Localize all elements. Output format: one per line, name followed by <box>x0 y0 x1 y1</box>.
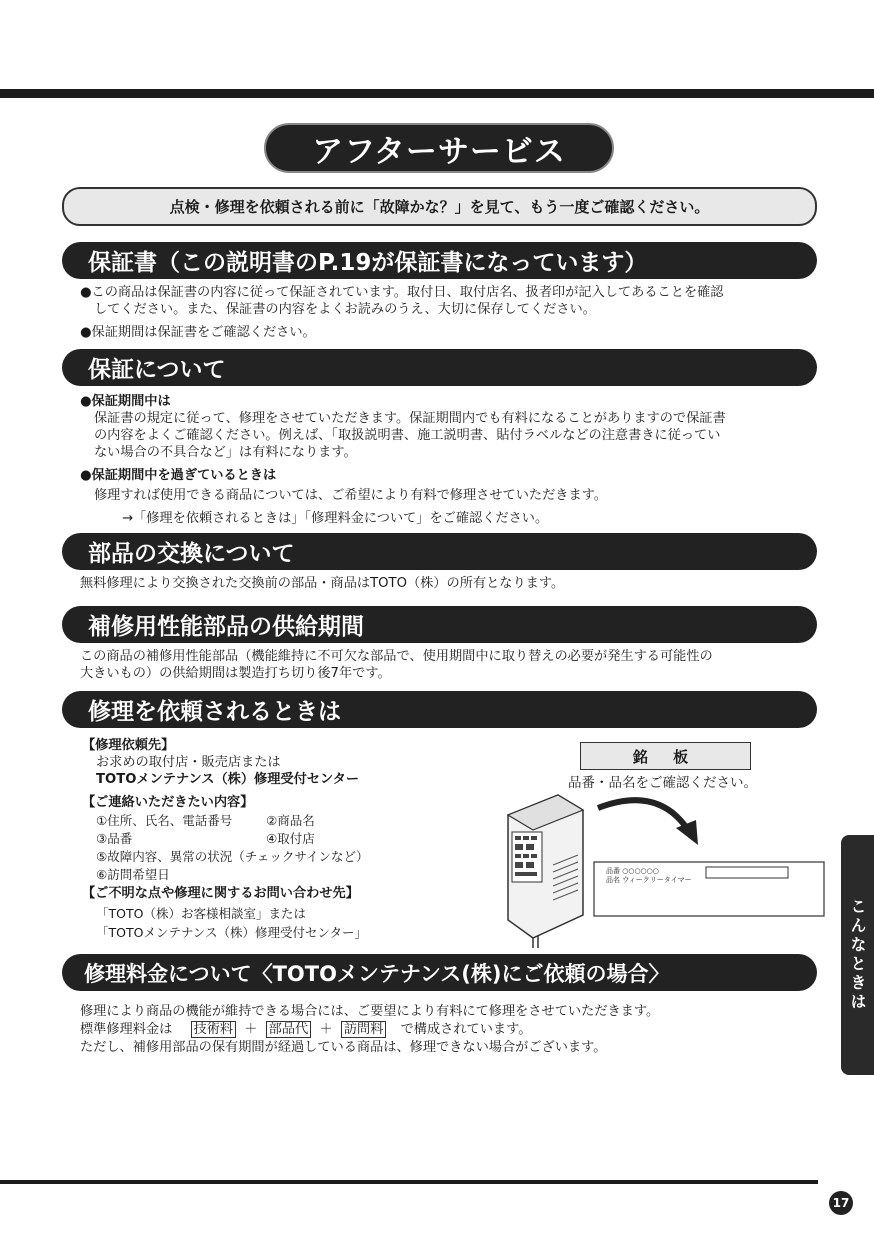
repair-request-heading: 【ご連絡いただきたい内容】 <box>82 795 254 810</box>
repair-request-line: お求めの取付店・販売店または <box>96 755 281 770</box>
fee-prefix: 標準修理料金は <box>80 1022 173 1037</box>
section-heading-repair-fee: 修理料金について〈TOTOメンテナンス(株)にご依頼の場合〉 <box>62 954 817 991</box>
inquiry-line: 「TOTOメンテナンス（株）修理受付センター」 <box>96 925 367 940</box>
label-part-number: 品番 ○○○○○○ <box>606 867 659 875</box>
section-heading-warranty: 保証について <box>62 349 817 386</box>
nameplate-caption: 品番・品名をご確認ください。 <box>568 775 757 791</box>
warranty-card-line: ●保証期間は保証書をご確認ください。 <box>80 325 316 340</box>
contact-item: ⑥訪問希望日 <box>96 867 170 882</box>
fee-plus: ＋ <box>319 1022 333 1037</box>
warranty-card-line: してください。また、保証書の内容をよくお読みのうえ、大切に保存してください。 <box>94 302 596 317</box>
fee-plus: ＋ <box>244 1022 258 1037</box>
nameplate-title: 銘 板 <box>580 742 751 770</box>
contact-item: ①住所、氏名、電話番号 <box>96 813 233 828</box>
contact-item: ⑤故障内容、異常の状況（チェックサインなど） <box>96 849 369 864</box>
section-heading-repair-request: 修理を依頼されるときは <box>62 691 817 728</box>
parts-supply-line: 大きいもの）の供給期間は製造打ち切り後7年です。 <box>80 666 391 681</box>
section-heading-parts-exchange: 部品の交換について <box>62 533 817 570</box>
fee-suffix: で構成されています。 <box>400 1022 532 1037</box>
warranty-subheading: ●保証期間中を過ぎているときは <box>80 468 277 483</box>
page-number: 17 <box>829 1191 853 1215</box>
warranty-arrow-line: →「修理を依頼されるときは」「修理料金について」をご確認ください。 <box>122 511 549 526</box>
contact-item: ④取付店 <box>266 831 315 846</box>
repair-fee-line-2 <box>80 1021 531 1038</box>
warranty-line: ない場合の不具合など」は有料になります。 <box>94 445 357 460</box>
side-tab: こんなときは <box>841 835 874 1075</box>
fee-parts: 部品代 <box>266 1021 312 1038</box>
label-product-name: 品名 ウィークリータイマー <box>606 876 692 884</box>
contact-item: ②商品名 <box>266 813 315 828</box>
fee-visit: 訪問料 <box>341 1021 387 1038</box>
page-title: アフターサービス <box>264 123 614 173</box>
section-heading-warranty-card: 保証書（この説明書のP.19が保証書になっています） <box>62 242 817 279</box>
repair-request-heading: 【ご不明な点や修理に関するお問い合わせ先】 <box>82 886 359 901</box>
parts-supply-line: この商品の補修用性能部品（機能維持に不可欠な部品で、使用期間中に取り替えの必要が発生する可能性の <box>80 649 713 664</box>
warranty-line: 保証書の規定に従って、修理をさせていただきます。保証期間内でも有料になることがありますので保証書 <box>94 411 726 426</box>
contact-item: ③品番 <box>96 831 133 846</box>
section-heading-parts-supply: 補修用性能部品の供給期間 <box>62 606 817 643</box>
repair-request-line: TOTOメンテナンス（株）修理受付センター <box>96 772 360 787</box>
bottom-rule <box>0 1180 818 1184</box>
timer-device-illustration <box>498 790 828 950</box>
warranty-card-line: ●この商品は保証書の内容に従って保証されています。取付日、取付店名、扱者印が記入してあることを確認 <box>80 285 724 300</box>
repair-fee-line: ただし、補修用部品の保有期間が経過している商品は、修理できない場合がございます。 <box>80 1040 607 1055</box>
top-rule <box>0 89 874 98</box>
inquiry-line: 「TOTO（株）お客様相談室」または <box>96 906 306 921</box>
notice-banner: 点検・修理を依頼される前に「故障かな？」を見て、もう一度ご確認ください。 <box>62 187 817 226</box>
warranty-line: の内容をよくご確認ください。例えば、「取扱説明書、施工説明書、貼付ラベルなどの注意書きに従ってい <box>94 428 721 443</box>
fee-technical: 技術料 <box>191 1021 237 1038</box>
parts-exchange-text: 無料修理により交換された交換前の部品・商品はTOTO（株）の所有となります。 <box>80 576 565 591</box>
repair-request-heading: 【修理依頼先】 <box>82 738 175 753</box>
warranty-subheading: ●保証期間中は <box>80 394 171 409</box>
repair-fee-line: 修理により商品の機能が維持できる場合には、ご要望により有料にて修理をさせていただきます。 <box>80 1004 660 1019</box>
warranty-line: 修理すれば使用できる商品については、ご希望により有料で修理させていただきます。 <box>94 488 607 503</box>
